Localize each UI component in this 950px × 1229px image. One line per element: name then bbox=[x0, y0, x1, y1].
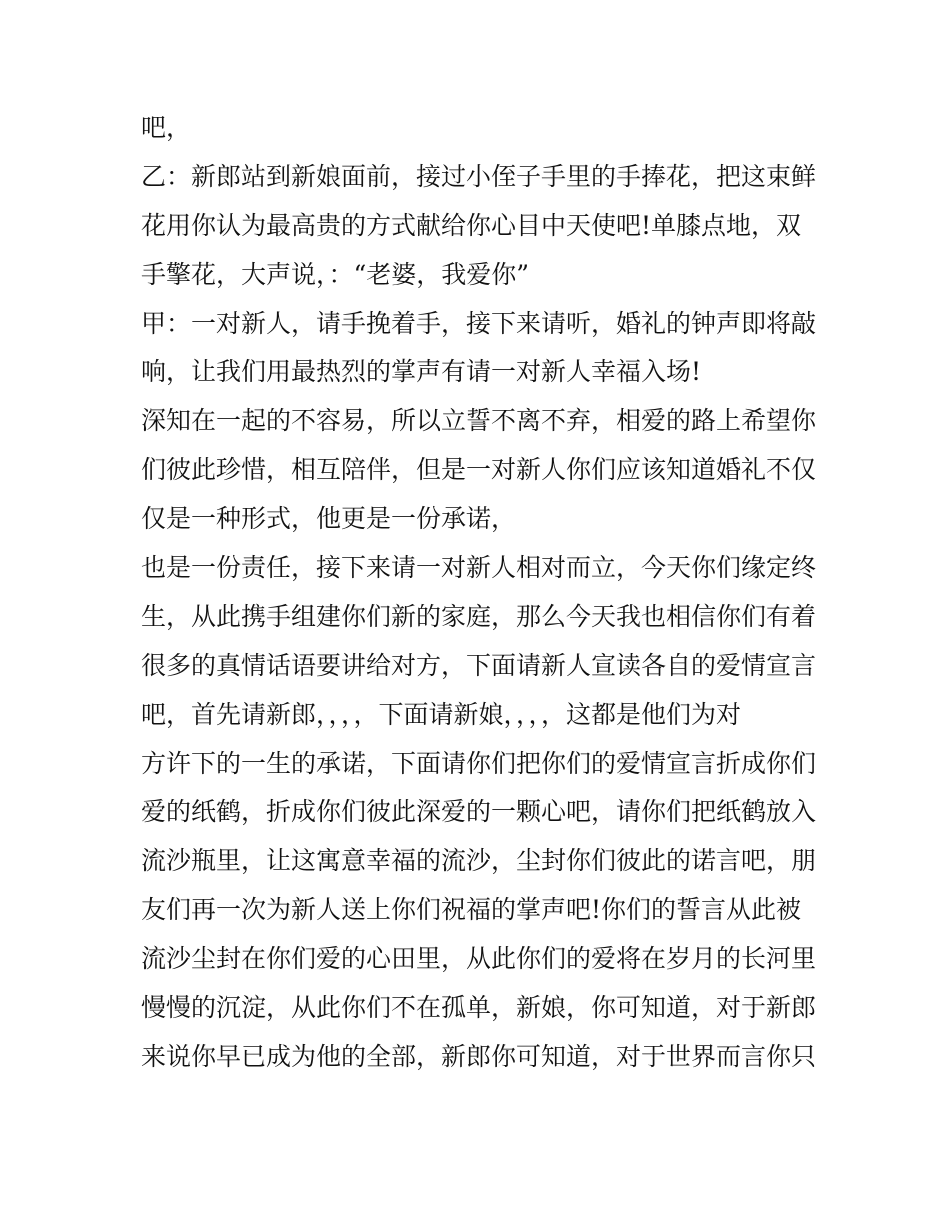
document-body bbox=[141, 104, 821, 1082]
text-line: 手擎花，大声说，：“老婆，我爱你” bbox=[141, 259, 530, 289]
text-line: 也是一份责任，接下来请一对新人相对而立，今天你们缘定终 bbox=[141, 553, 817, 583]
text-line: 甲：一对新人，请手挽着手，接下来请听，婚礼的钟声即将敲 bbox=[141, 308, 817, 338]
text-line: 吧，首先请新郎，，，，下面请新娘，，，，这都是他们为对 bbox=[141, 699, 742, 729]
text-line: 流沙尘封在你们爱的心田里，从此你们的爱将在岁月的长河里 bbox=[141, 944, 817, 974]
text-line: 乙：新郎站到新娘面前，接过小侄子手里的手捧花，把这束鲜 bbox=[141, 161, 817, 191]
text-line: 流沙瓶里，让这寓意幸福的流沙，尘封你们彼此的诺言吧，朋 bbox=[141, 846, 817, 876]
text-line: 友们再一次为新人送上你们祝福的掌声吧!你们的誓言从此被 bbox=[141, 895, 802, 925]
text-line: 慢慢的沉淀，从此你们不在孤单，新娘，你可知道，对于新郎 bbox=[141, 993, 817, 1023]
text-line: 仅是一种形式，他更是一份承诺， bbox=[141, 504, 517, 534]
text-line: 深知在一起的不容易，所以立誓不离不弃，相爱的路上希望你 bbox=[141, 406, 817, 436]
text-line: 花用你认为最高贵的方式献给你心目中天使吧!单膝点地，双 bbox=[141, 210, 802, 240]
text-line: 们彼此珍惜，相互陪伴，但是一对新人你们应该知道婚礼不仅 bbox=[141, 455, 817, 485]
text-line: 爱的纸鹤，折成你们彼此深爱的一颗心吧，请你们把纸鹤放入 bbox=[141, 797, 817, 827]
text-line: 来说你早已成为他的全部，新郎你可知道，对于世界而言你只 bbox=[141, 1041, 817, 1071]
text-line: 响，让我们用最热烈的掌声有请一对新人幸福入场! bbox=[141, 357, 702, 387]
text-line: 吧， bbox=[141, 113, 192, 142]
text-line: 很多的真情话语要讲给对方，下面请新人宣读各自的爱情宣言 bbox=[141, 650, 817, 680]
text-line: 生，从此携手组建你们新的家庭，那么今天我也相信你们有着 bbox=[141, 601, 817, 631]
text-line: 方许下的一生的承诺，下面请你们把你们的爱情宣言折成你们 bbox=[141, 748, 817, 778]
